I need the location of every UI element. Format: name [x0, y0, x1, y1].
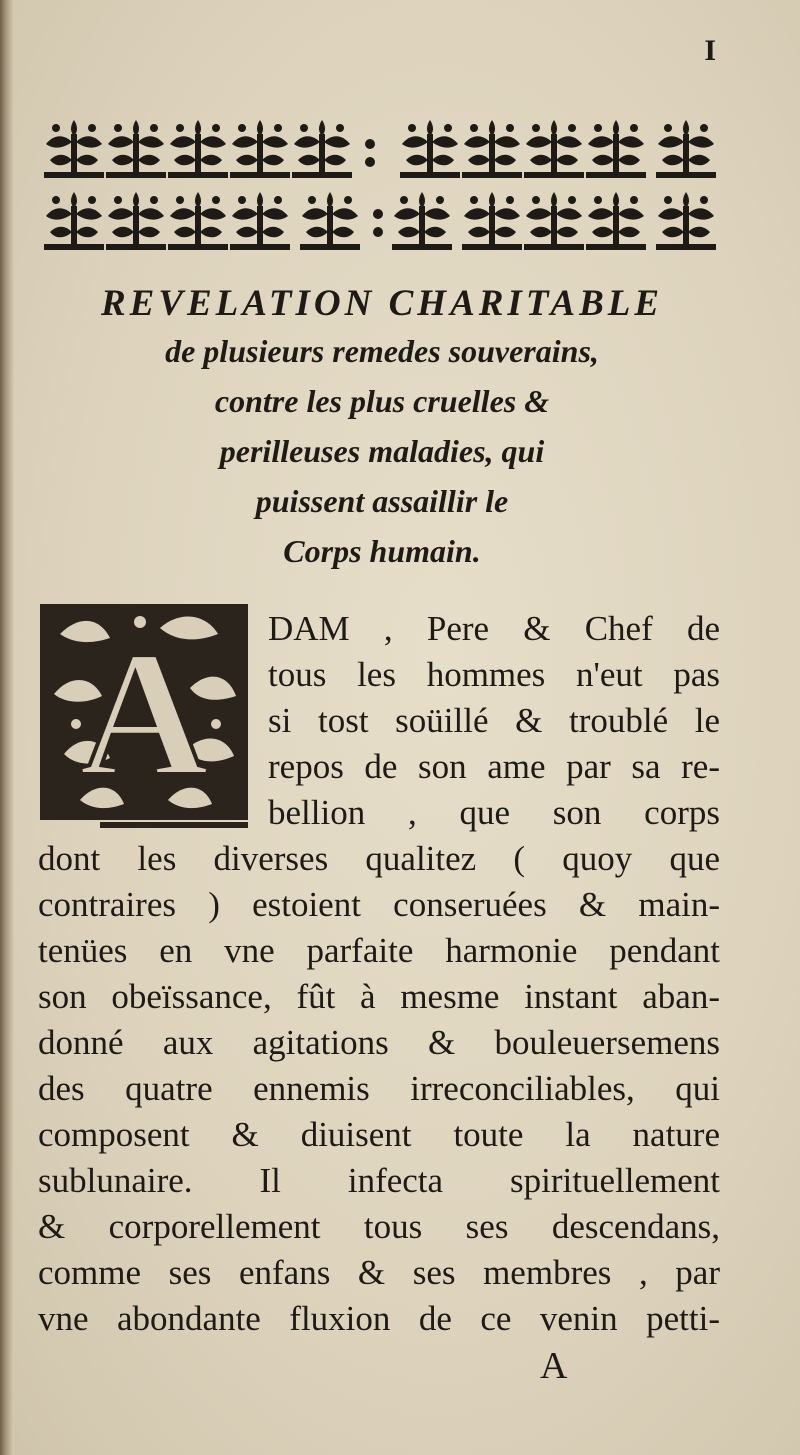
binding-gutter	[0, 0, 14, 1455]
body-line: & corporellement tous ses descendans,	[38, 1207, 720, 1246]
body-line: repos de son ame par sa re-	[268, 747, 720, 786]
title-line: perilleuses maladies, qui	[219, 433, 545, 469]
title-line: REVELATION CHARITABLE	[100, 283, 664, 324]
title-line: de plusieurs remedes souverains,	[165, 333, 599, 369]
body-line: composent & diuisent toute la nature	[38, 1115, 720, 1154]
signature-mark: A	[540, 1345, 568, 1387]
title-line: contre les plus cruelles &	[214, 383, 550, 419]
body-line: contraires ) estoient conseruées & main-	[38, 885, 720, 924]
body-line: tous les hommes n'eut pas	[268, 655, 720, 694]
body-line: comme ses enfans & ses membres , par	[38, 1253, 720, 1292]
body-line: son obeïssance, fût à mesme instant aban-	[38, 977, 720, 1016]
decorated-initial	[40, 604, 248, 830]
body-line: tenües en vne parfaite harmonie pendant	[38, 931, 720, 970]
body-line: donné aux agitations & bouleuersemens	[38, 1023, 720, 1062]
page-number: I	[704, 34, 716, 67]
title-line: puissent assaillir le	[255, 483, 509, 519]
body-line: vne abondante fluxion de ce venin petti-	[38, 1299, 720, 1338]
title-line: Corps humain.	[283, 533, 481, 569]
body-line: bellion , que son corps	[268, 793, 720, 832]
title-block	[44, 282, 720, 576]
body-line: DAM , Pere & Chef de	[268, 609, 720, 648]
body-line: si tost soüillé & troublé le	[268, 701, 720, 740]
body-line: dont les diverses qualitez ( quoy que	[38, 839, 720, 878]
body-line: sublunaire. Il infecta spirituellement	[38, 1161, 720, 1200]
ornamental-headpiece	[44, 114, 720, 254]
initial-letter: A	[79, 614, 209, 813]
body-line: des quatre ennemis irreconciliables, qui	[38, 1069, 720, 1108]
